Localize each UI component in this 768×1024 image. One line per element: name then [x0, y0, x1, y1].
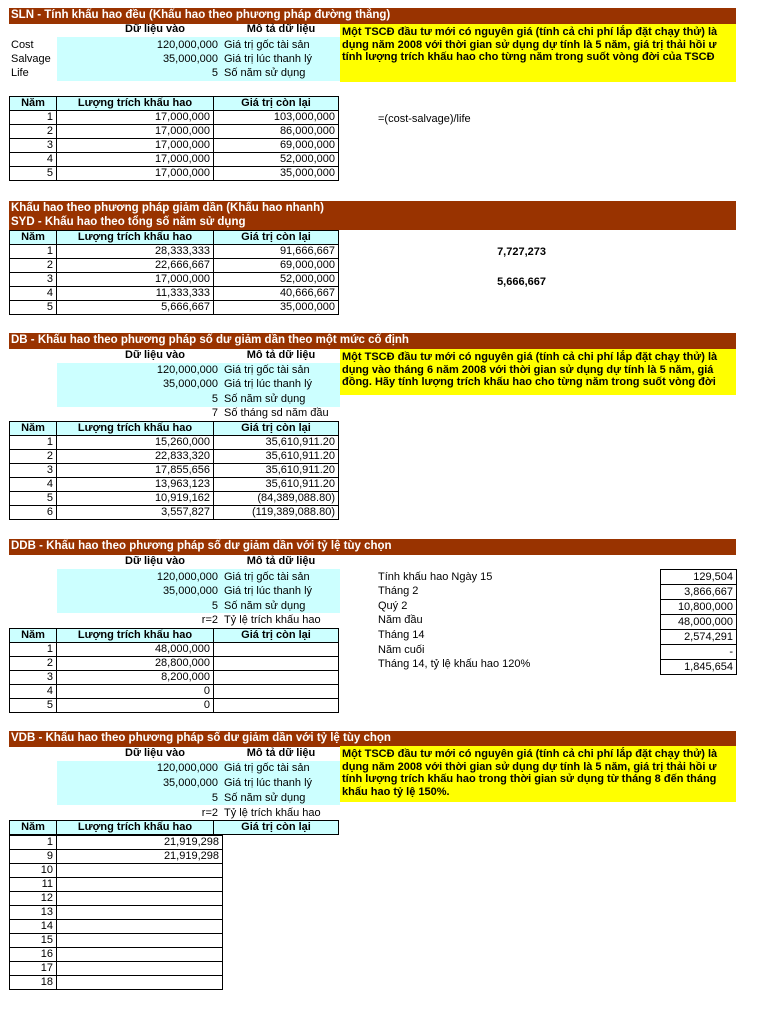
- vdb-table: [9, 820, 339, 835]
- col-year: Năm: [10, 231, 57, 245]
- ddb-side-value-quarter2[interactable]: 10,800,000: [661, 600, 736, 615]
- ddb-side-label-month14-120: Tháng 14, tỷ lệ khấu hao 120%: [378, 658, 531, 670]
- ddb-desc-salvage: Giá trị lúc thanh lý: [224, 585, 313, 597]
- db-table: [9, 421, 339, 520]
- sln-value-salvage[interactable]: 35,000,000: [162, 53, 218, 65]
- ddb-value-rate[interactable]: r=2: [201, 614, 218, 626]
- table-row: 1 21,919,298: [10, 836, 223, 850]
- table-row: 3 17,000,000 52,000,000: [10, 273, 339, 287]
- table-row: 3 17,855,656 35,610,911.20: [10, 464, 339, 478]
- col-depreciation: Lượng trích khấu hao: [57, 231, 214, 245]
- db-desc-months: Số tháng sd năm đầu: [224, 407, 329, 419]
- ddb-input-header: Dữ liệu vào: [125, 555, 185, 567]
- db-desc-salvage: Giá trị lúc thanh lý: [224, 378, 313, 390]
- col-year: Năm: [10, 821, 57, 835]
- vdb-title: VDB - Khấu hao theo phương pháp số dư giảm dần với tỷ lệ tùy chọn: [9, 731, 736, 747]
- ddb-side-label-month2: Tháng 2: [378, 585, 419, 597]
- vdb-value-rate[interactable]: r=2: [201, 807, 218, 819]
- col-remaining: Giá trị còn lại: [214, 629, 339, 643]
- db-desc-life: Số năm sử dụng: [224, 393, 306, 405]
- sln-value-life[interactable]: 5: [211, 67, 218, 79]
- vdb-desc-life: Số năm sử dụng: [224, 792, 306, 804]
- sln-value-cost[interactable]: 120,000,000: [156, 39, 218, 51]
- vdb-value-cost[interactable]: 120,000,000: [156, 762, 218, 774]
- ddb-side-values: [660, 569, 737, 675]
- sln-problem-note: Một TSCĐ đầu tư mới có nguyên giá (tính cả chi phí lắp đặt chạy thử) là dụng năm 2008 với thời gian sử dụng dự tính là 5 năm, giá trị thải hồi ư tính lượng trích khấu hao cho từng năm trong suốt vòng đời của TSCĐ: [340, 24, 736, 82]
- ddb-desc-header: Mô tả dữ liệu: [246, 555, 316, 567]
- ddb-side-label-month14: Tháng 14: [378, 629, 425, 641]
- table-row: 17: [10, 962, 223, 976]
- syd-side-value-1[interactable]: 7,727,273: [497, 246, 546, 258]
- db-input-header: Dữ liệu vào: [125, 349, 185, 361]
- db-value-life[interactable]: 5: [211, 393, 218, 405]
- ddb-side-value-first-year[interactable]: 48,000,000: [661, 615, 736, 630]
- table-row: 1 48,000,000: [10, 643, 339, 657]
- vdb-table-body: [9, 835, 223, 990]
- table-row: 4 11,333,333 40,666,667: [10, 287, 339, 301]
- ddb-side-label-last-year: Năm cuối: [378, 644, 425, 656]
- table-row: 16: [10, 948, 223, 962]
- vdb-desc-cost: Giá trị gốc tài sản: [224, 762, 310, 774]
- ddb-side-label-first-year: Năm đầu: [378, 614, 423, 626]
- ddb-table: [9, 628, 339, 713]
- ddb-desc-cost: Giá trị gốc tài sản: [224, 571, 310, 583]
- table-row: 3 17,000,000 69,000,000: [10, 139, 339, 153]
- db-title: DB - Khấu hao theo phương pháp số dư giảm dần theo một mức cố định: [9, 333, 736, 349]
- syd-side-value-2[interactable]: 5,666,667: [497, 276, 546, 288]
- vdb-desc-salvage: Giá trị lúc thanh lý: [224, 777, 313, 789]
- vdb-value-life[interactable]: 5: [211, 792, 218, 804]
- sln-title: SLN - Tính khấu hao đều (Khấu hao theo phương pháp đường thẳng): [9, 8, 736, 24]
- ddb-title: DDB - Khấu hao theo phương pháp số dư giảm dần với tỷ lệ tùy chọn: [9, 539, 736, 555]
- db-desc-cost: Giá trị gốc tài sản: [224, 364, 310, 376]
- table-row: 6 3,557,827 (119,389,088.80): [10, 506, 339, 520]
- ddb-side-value-last-year[interactable]: -: [661, 645, 736, 660]
- table-row: 12: [10, 892, 223, 906]
- sln-desc-salvage: Giá trị lúc thanh lý: [224, 53, 313, 65]
- table-row: 4 13,963,123 35,610,911.20: [10, 478, 339, 492]
- ddb-side-value-month2[interactable]: 3,866,667: [661, 585, 736, 600]
- table-row: 18: [10, 976, 223, 990]
- sln-table: [9, 96, 339, 181]
- table-row: 10: [10, 864, 223, 878]
- vdb-desc-rate: Tỷ lệ trích khấu hao: [224, 807, 321, 819]
- col-depreciation: Lượng trích khấu hao: [57, 629, 214, 643]
- table-row: 11: [10, 878, 223, 892]
- vdb-desc-header: Mô tả dữ liệu: [246, 747, 316, 759]
- table-row: 2 17,000,000 86,000,000: [10, 125, 339, 139]
- db-value-cost[interactable]: 120,000,000: [156, 364, 218, 376]
- col-depreciation: Lượng trích khấu hao: [57, 97, 214, 111]
- table-row: 2 22,833,320 35,610,911.20: [10, 450, 339, 464]
- ddb-side-value-day15[interactable]: 129,504: [661, 570, 736, 585]
- sln-desc-cost: Giá trị gốc tài sản: [224, 39, 310, 51]
- col-remaining: Giá trị còn lại: [214, 231, 339, 245]
- col-depreciation: Lượng trích khấu hao: [57, 422, 214, 436]
- ddb-value-life[interactable]: 5: [211, 600, 218, 612]
- table-row: 1 15,260,000 35,610,911.20: [10, 436, 339, 450]
- sln-label-cost: Cost: [11, 39, 34, 51]
- col-year: Năm: [10, 629, 57, 643]
- table-row: 1 28,333,333 91,666,667: [10, 245, 339, 259]
- table-row: 2 28,800,000: [10, 657, 339, 671]
- db-value-months[interactable]: 7: [211, 407, 218, 419]
- syd-title-2: SYD - Khấu hao theo tổng số năm sử dụng: [9, 215, 736, 230]
- col-depreciation: Lượng trích khấu hao: [57, 821, 214, 835]
- table-row: 13: [10, 906, 223, 920]
- ddb-value-cost[interactable]: 120,000,000: [156, 571, 218, 583]
- table-row: 1 17,000,000 103,000,000: [10, 111, 339, 125]
- ddb-side-label-day15: Tính khấu hao Ngày 15: [378, 571, 493, 583]
- col-remaining: Giá trị còn lại: [214, 821, 339, 835]
- table-row: 5 17,000,000 35,000,000: [10, 167, 339, 181]
- col-year: Năm: [10, 422, 57, 436]
- ddb-desc-life: Số năm sử dụng: [224, 600, 306, 612]
- table-row: 5 10,919,162 (84,389,088.80): [10, 492, 339, 506]
- ddb-value-salvage[interactable]: 35,000,000: [162, 585, 218, 597]
- ddb-side-value-month14-120[interactable]: 1,845,654: [684, 661, 733, 673]
- table-row: 4 17,000,000 52,000,000: [10, 153, 339, 167]
- table-row: 3 8,200,000: [10, 671, 339, 685]
- ddb-side-value-month14[interactable]: 2,574,291: [661, 630, 736, 645]
- table-row: 5 5,666,667 35,000,000: [10, 301, 339, 315]
- table-row: 14: [10, 920, 223, 934]
- db-problem-note: Một TSCĐ đầu tư mới có nguyên giá (tính cả chi phí lắp đặt chạy thử) là dụng vào tháng 6 năm 2008 với thời gian sử dụng dự tính là 5 năm, giá đồng. Hãy tính lượng trích khấu hao cho từng năm trong suốt vòng đời: [340, 349, 736, 395]
- ddb-desc-rate: Tỷ lệ trích khấu hao: [224, 614, 321, 626]
- col-remaining: Giá trị còn lại: [214, 422, 339, 436]
- vdb-input-header: Dữ liệu vào: [125, 747, 185, 759]
- sln-desc-header: Mô tả dữ liệu: [246, 23, 316, 35]
- table-row: 4 0: [10, 685, 339, 699]
- table-row: 5 0: [10, 699, 339, 713]
- syd-table: [9, 230, 339, 315]
- sln-formula: =(cost-salvage)/life: [378, 113, 471, 125]
- col-year: Năm: [10, 97, 57, 111]
- col-remaining: Giá trị còn lại: [214, 97, 339, 111]
- ddb-side-label-quarter2: Quý 2: [378, 600, 408, 612]
- table-row: 15: [10, 934, 223, 948]
- sln-label-salvage: Salvage: [11, 53, 51, 65]
- vdb-value-salvage[interactable]: 35,000,000: [162, 777, 218, 789]
- vdb-problem-note: Một TSCĐ đầu tư mới có nguyên giá (tính cả chi phí lắp đặt chạy thử) là dụng năm 2008 với thời gian sử dụng dự tính là 5 năm, giá trị thải hồi ư tính lượng trích khấu hao trong thời gian sử dụng từ tháng 8 đến tháng khấu hao tỷ lệ 150%.: [340, 746, 736, 802]
- sln-label-life: Life: [11, 67, 29, 79]
- db-desc-header: Mô tả dữ liệu: [246, 349, 316, 361]
- table-row: 9 21,919,298: [10, 850, 223, 864]
- db-value-salvage[interactable]: 35,000,000: [162, 378, 218, 390]
- syd-title-1: Khấu hao theo phương pháp giảm dần (Khấu hao nhanh): [9, 201, 736, 216]
- sln-desc-life: Số năm sử dụng: [224, 67, 306, 79]
- table-row: 2 22,666,667 69,000,000: [10, 259, 339, 273]
- sln-input-header: Dữ liệu vào: [125, 23, 185, 35]
